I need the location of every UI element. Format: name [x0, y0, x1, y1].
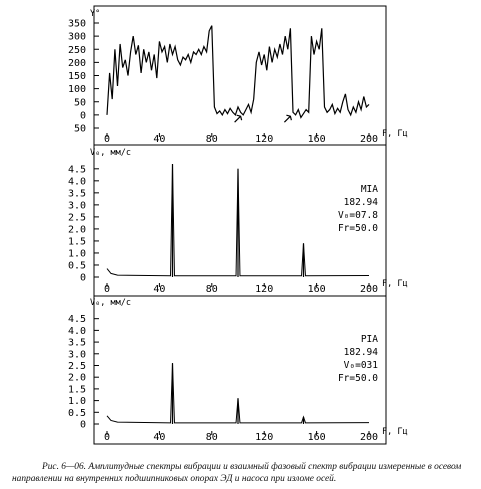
phase-spectrum-panel: [68, 9, 408, 145]
y-tick-label: 350: [67, 18, 86, 30]
panel-annotation-text: MIA: [360, 184, 378, 195]
x-tick-label: 160: [307, 432, 326, 443]
x-tick-label: 40: [153, 134, 166, 145]
x-tick-label: 40: [153, 284, 166, 295]
y-axis-label: V₀, мм/с: [90, 148, 131, 158]
y-tick-label: 300: [67, 31, 86, 43]
y-tick-label: 200: [67, 57, 86, 69]
y-tick-label: 3.5: [67, 337, 86, 349]
x-tick-label: 200: [359, 432, 379, 443]
x-tick-label: 200: [359, 284, 379, 295]
y-tick-label: 0: [79, 419, 86, 431]
annotation-arrow: [235, 116, 241, 122]
y-tick-label: 2.5: [67, 360, 86, 372]
x-tick-label: 200: [359, 134, 379, 145]
y-tick-label: 50: [73, 97, 86, 109]
y-tick-label: 3.0: [67, 349, 86, 361]
y-tick-label: 0: [79, 110, 86, 122]
y-tick-label: 250: [67, 44, 86, 56]
x-tick-label: 0: [103, 134, 111, 145]
x-axis-label: F, Гц: [382, 427, 408, 437]
x-tick-label: 160: [307, 134, 326, 145]
x-tick-label: 120: [255, 284, 274, 295]
x-tick-label: 160: [307, 284, 326, 295]
x-tick-label: 80: [205, 432, 218, 443]
annotation-arrow: [284, 116, 290, 122]
y-tick-label: 4.5: [67, 314, 86, 326]
y-tick-label: 100: [67, 84, 86, 96]
amplitude-spectrum-panel-mia: [68, 148, 408, 295]
panel-annotation-text: V₀=031: [343, 360, 378, 371]
x-axis-label: F, Гц: [382, 279, 408, 289]
x-tick-label: 0: [103, 432, 111, 443]
panel-annotation-text: PIA: [360, 334, 378, 345]
x-axis-label: F, Гц: [382, 129, 408, 139]
y-tick-label: 1.5: [67, 236, 86, 248]
phase-series-line: [107, 26, 369, 118]
y-tick-label: 3.0: [67, 200, 86, 212]
amplitude-spectrum-panel-pia: [68, 298, 408, 443]
y-tick-label: 2.5: [67, 212, 86, 224]
y-tick-label: 2.0: [67, 224, 86, 236]
y-axis-label: V₀, мм/с: [90, 298, 131, 308]
y-tick-label: 4.0: [67, 325, 86, 337]
x-tick-label: 80: [205, 134, 218, 145]
x-tick-label: 0: [103, 284, 111, 295]
y-tick-label: 50: [73, 123, 86, 135]
y-tick-label: 4.0: [67, 176, 86, 188]
panel-annotation-text: Fr=50.0: [337, 373, 378, 384]
y-tick-label: 0: [79, 272, 86, 284]
y-axis-label: Y°: [90, 9, 101, 19]
y-tick-label: 1.0: [67, 248, 86, 260]
y-tick-label: 1.5: [67, 384, 86, 396]
panel-annotation-text: Fr=50.0: [337, 223, 378, 234]
y-tick-label: 150: [67, 71, 86, 82]
x-tick-label: 80: [205, 284, 218, 295]
y-tick-label: 0.5: [67, 260, 86, 272]
figure-caption: Рис. 6—06. Амплитудные спектры вибрации и взаимный фазовый спектр вибрации измеренные в осевом направлении на внутренних подшипниковых опорах ЭД и насоса при изломе осей.: [12, 462, 462, 484]
x-tick-label: 40: [153, 432, 166, 443]
y-tick-label: 0.5: [67, 407, 86, 419]
x-tick-label: 120: [255, 432, 274, 443]
y-tick-label: 2.0: [67, 372, 86, 384]
panel-annotation-text: 182.94: [343, 197, 378, 208]
panel-annotation-text: 182.94: [343, 347, 378, 358]
y-tick-label: 3.5: [67, 188, 86, 200]
y-tick-label: 4.5: [67, 164, 86, 176]
y-tick-label: 1.0: [67, 396, 86, 408]
panel-annotation-text: V₀=07.8: [337, 210, 378, 221]
x-tick-label: 120: [255, 134, 274, 145]
